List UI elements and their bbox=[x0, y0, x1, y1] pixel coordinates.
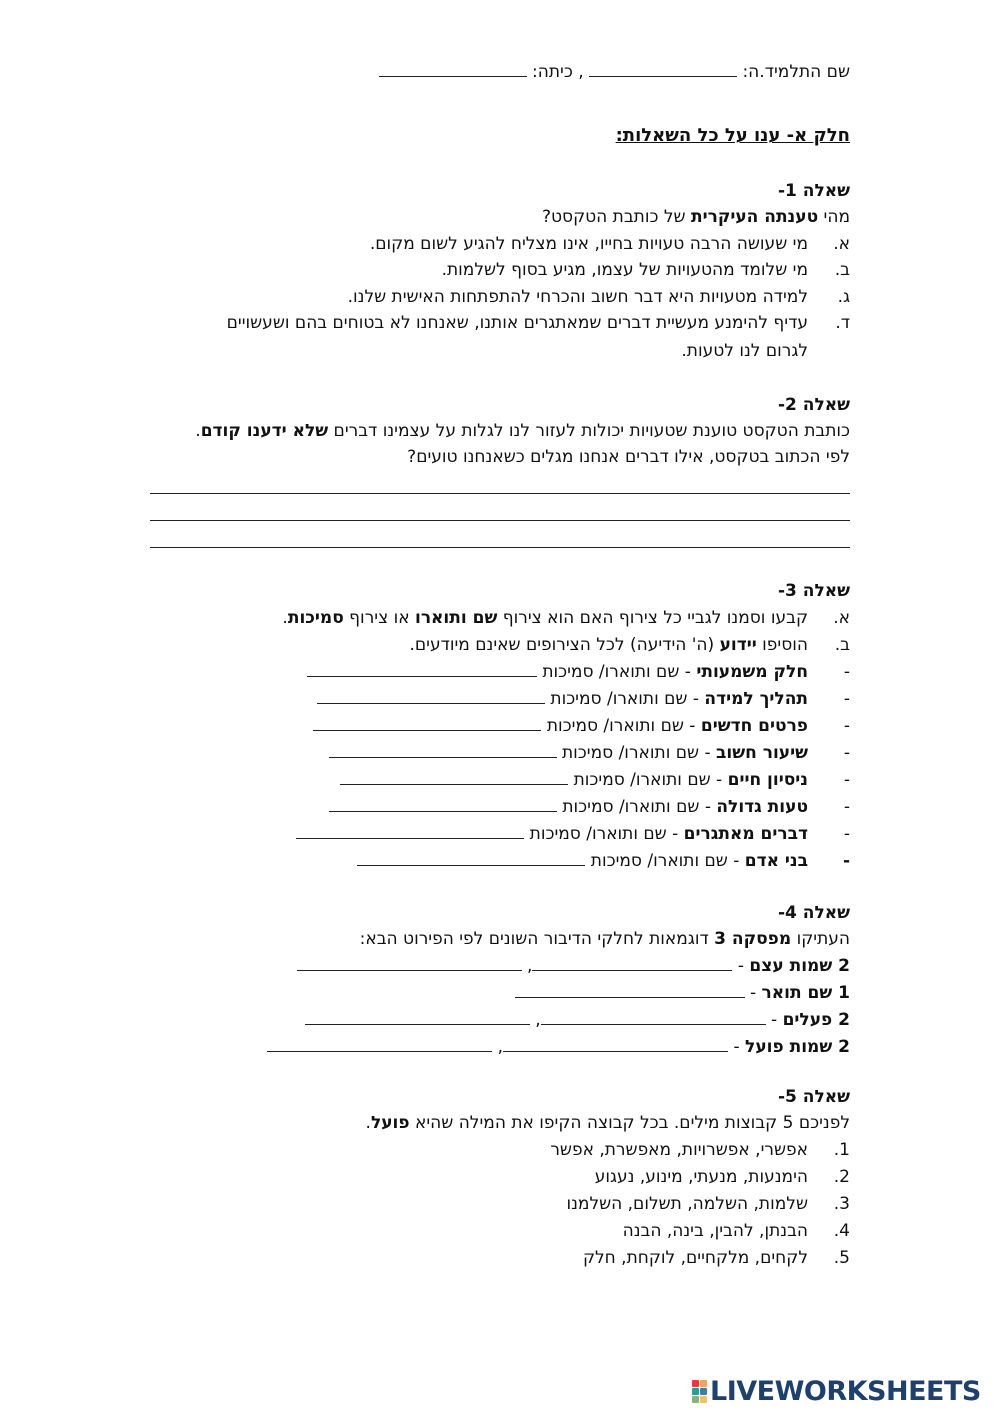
q3-item bbox=[150, 769, 850, 791]
q5-title: שאלה 5- bbox=[777, 1087, 850, 1107]
group-number: 4. bbox=[833, 1221, 850, 1241]
q3-item bbox=[150, 850, 850, 872]
group-number: 2. bbox=[833, 1167, 850, 1187]
q4-row-adjective: 1 שם תואר - bbox=[150, 982, 850, 1004]
logo-square bbox=[692, 1396, 699, 1403]
item-phrase: חלק משמעותי bbox=[696, 662, 808, 682]
q3-item bbox=[150, 715, 850, 737]
item-choice-options[interactable]: - שם ותוארו/ סמיכות bbox=[542, 662, 697, 682]
q1-option-d-continued: לגרום לנו לטעות. bbox=[681, 341, 808, 361]
item-phrase: תהליך למידה bbox=[704, 689, 808, 709]
q4-answer-field[interactable] bbox=[305, 1010, 530, 1025]
option-text: עדיף להימנע מעשיית דברים שמאתגרים אותנו, שאנחנו לא בטוחים בהם ושעשויים bbox=[226, 313, 808, 333]
logo-square bbox=[700, 1396, 707, 1403]
q5-group bbox=[150, 1139, 850, 1161]
item-phrase: דברים מאתגרים bbox=[683, 824, 808, 844]
q5-group bbox=[150, 1193, 850, 1215]
group-number: 1. bbox=[833, 1140, 850, 1160]
q3-item bbox=[150, 796, 850, 818]
logo-square bbox=[700, 1388, 707, 1395]
q4-row-nouns: 2 שמות עצם - , bbox=[150, 955, 850, 977]
q5-text: לפניכם 5 קבוצות מילים. בכל קבוצה הקיפו את המילה שהיא bbox=[409, 1113, 850, 1133]
logo-text: LIVEWORKSHEETS bbox=[710, 1375, 981, 1407]
q1-prompt bbox=[150, 206, 850, 228]
item-choice-options[interactable]: - שם ותוארו/ סמיכות bbox=[562, 797, 717, 817]
option-mark: א. bbox=[833, 234, 850, 254]
q5-text-end: . bbox=[365, 1113, 371, 1133]
item-phrase: ניסיון חיים bbox=[727, 770, 808, 790]
q1-prompt-bold: טענתה העיקרית bbox=[690, 207, 819, 227]
q4-row-label: 2 פעלים bbox=[782, 1010, 850, 1030]
q3-item bbox=[150, 688, 850, 710]
q2-title: שאלה 2- bbox=[777, 395, 850, 415]
q4-answer-field[interactable] bbox=[541, 1010, 766, 1025]
q2-line1 bbox=[150, 420, 850, 442]
q2-bold: שלא ידענו קודם bbox=[200, 421, 329, 441]
item-dash: - bbox=[842, 851, 850, 871]
q4-answer-field[interactable] bbox=[503, 1037, 728, 1052]
q1-prompt-text: מהי bbox=[818, 207, 850, 227]
q3a-bold-1: שם ותוארו bbox=[414, 608, 498, 628]
option-text: מי שעושה הרבה טעויות בחייו, אינו מצליח להגיע לשום מקום. bbox=[369, 234, 808, 254]
item-answer-field[interactable] bbox=[307, 662, 537, 677]
student-name-field[interactable] bbox=[589, 62, 737, 77]
q4-row-label: 2 שמות פועל bbox=[745, 1037, 850, 1057]
q2-text: כותבת הטקסט טוענת שטעויות יכולות לעזור לנו לגלות על עצמינו דברים bbox=[328, 421, 850, 441]
liveworksheets-logo bbox=[692, 1375, 992, 1407]
word-group[interactable]: לקחים, מלקחיים, לוקחת, חלק bbox=[582, 1248, 808, 1268]
item-choice-options[interactable]: - שם ותוארו/ סמיכות bbox=[562, 743, 717, 763]
student-name-label: שם התלמיד.ה: bbox=[742, 62, 850, 82]
option-mark: ד. bbox=[835, 313, 850, 333]
item-answer-field[interactable] bbox=[317, 689, 545, 704]
q5-bold: פועל bbox=[370, 1113, 410, 1133]
logo-square bbox=[692, 1388, 699, 1395]
item-dash: - bbox=[843, 716, 850, 736]
item-phrase: פרטים חדשים bbox=[700, 716, 808, 736]
item-choice-options[interactable]: - שם ותוארו/ סמיכות bbox=[573, 770, 728, 790]
part-a-title: חלק א- ענו על כל השאלות: bbox=[615, 125, 850, 146]
logo-square bbox=[700, 1380, 707, 1387]
q4-row-label: 2 שמות עצם bbox=[749, 956, 850, 976]
q1-option-c[interactable] bbox=[150, 286, 850, 308]
q3b-text-end: (ה' הידיעה) לכל הצירופים שאינם מיודעים. bbox=[409, 635, 720, 655]
q3-item bbox=[150, 742, 850, 764]
option-mark: ג. bbox=[837, 287, 850, 307]
item-phrase: בני אדם bbox=[744, 851, 808, 871]
worksheet-page bbox=[150, 0, 850, 1414]
q3-instruction-b bbox=[150, 634, 850, 656]
word-group[interactable]: הבנתן, להבין, בינה, הבנה bbox=[622, 1221, 808, 1241]
q1-title: שאלה 1- bbox=[777, 181, 850, 201]
item-answer-field[interactable] bbox=[313, 716, 541, 731]
q2-answer-line-1[interactable] bbox=[150, 493, 850, 494]
item-choice-options[interactable]: - שם ותוארו/ סמיכות bbox=[590, 851, 745, 871]
group-number: 5. bbox=[833, 1248, 850, 1268]
q4-text-end: דוגמאות לחלקי הדיבור השונים לפי הפירוט הבא: bbox=[359, 929, 715, 949]
q1-option-b[interactable] bbox=[150, 259, 850, 281]
student-header bbox=[150, 61, 850, 83]
q3a-text: קבעו וסמנו לגביי כל צירוף האם הוא צירוף bbox=[497, 608, 808, 628]
item-dash: - bbox=[843, 770, 850, 790]
group-number: 3. bbox=[833, 1194, 850, 1214]
q4-title: שאלה 4- bbox=[777, 903, 850, 923]
q3a-text-end: . bbox=[282, 608, 288, 628]
item-dash: - bbox=[843, 662, 850, 682]
q3-item bbox=[150, 823, 850, 845]
word-group[interactable]: שלמות, השלמה, תשלום, השלמנו bbox=[566, 1194, 808, 1214]
item-phrase: טעות גדולה bbox=[716, 797, 808, 817]
q3-title: שאלה 3- bbox=[777, 581, 850, 601]
logo-mark-icon bbox=[692, 1380, 707, 1403]
q3-instruction-a bbox=[150, 607, 850, 629]
class-label: , כיתה: bbox=[532, 62, 584, 82]
instruction-mark: א. bbox=[833, 608, 850, 628]
q2-answer-line-3[interactable] bbox=[150, 547, 850, 548]
q5-group bbox=[150, 1166, 850, 1188]
q2-text-end: . bbox=[195, 421, 201, 441]
q4-row-label: 1 שם תואר bbox=[761, 983, 850, 1003]
q4-row-infinitives: 2 שמות פועל - , bbox=[150, 1036, 850, 1058]
word-group[interactable]: הימנעות, מנעתי, מינוע, נעגוע bbox=[594, 1167, 808, 1187]
q2-line2: לפי הכתוב בטקסט, אילו דברים אנחנו מגלים כשאנחנו טועים? bbox=[407, 447, 850, 467]
q3-item bbox=[150, 661, 850, 683]
q1-option-d[interactable] bbox=[150, 312, 850, 334]
item-phrase: שיעור חשוב bbox=[716, 743, 808, 763]
item-answer-field[interactable] bbox=[296, 824, 524, 839]
q4-answer-field[interactable] bbox=[297, 956, 522, 971]
q4-prompt bbox=[150, 928, 850, 950]
q1-prompt-text-end: של כותבת הטקסט? bbox=[541, 207, 691, 227]
logo-square bbox=[692, 1380, 699, 1387]
item-answer-field[interactable] bbox=[340, 770, 568, 785]
q2-answer-line-2[interactable] bbox=[150, 520, 850, 521]
q4-answer-field[interactable] bbox=[532, 956, 732, 971]
item-dash: - bbox=[843, 743, 850, 763]
q1-option-a[interactable] bbox=[150, 233, 850, 255]
q3a-bold-2: סמיכות bbox=[287, 608, 344, 628]
q4-row-verbs: 2 פעלים - , bbox=[150, 1009, 850, 1031]
q4-answer-field[interactable] bbox=[515, 983, 745, 998]
q3b-bold: יידוע bbox=[719, 635, 757, 655]
q4-answer-field[interactable] bbox=[267, 1037, 492, 1052]
item-dash: - bbox=[843, 689, 850, 709]
item-dash: - bbox=[843, 797, 850, 817]
word-group[interactable]: אפשרי, אפשרויות, מאפשרת, אפשר bbox=[550, 1140, 808, 1160]
item-answer-field[interactable] bbox=[329, 743, 557, 758]
q5-group bbox=[150, 1247, 850, 1269]
option-text: מי שלומד מהטעויות של עצמו, מגיע בסוף לשלמות. bbox=[441, 260, 808, 280]
q3b-text: הוסיפו bbox=[756, 635, 808, 655]
item-answer-field[interactable] bbox=[329, 797, 557, 812]
q4-bold: מפסקה 3 bbox=[714, 929, 792, 949]
instruction-mark: ב. bbox=[834, 635, 850, 655]
option-mark: ב. bbox=[834, 260, 850, 280]
item-dash: - bbox=[843, 824, 850, 844]
option-text: למידה מטעויות היא דבר חשוב והכרחי להתפתחות האישית שלנו. bbox=[347, 287, 808, 307]
class-field[interactable] bbox=[379, 62, 527, 77]
q5-prompt bbox=[150, 1112, 850, 1134]
item-choice-options[interactable]: - שם ותוארו/ סמיכות bbox=[550, 689, 705, 709]
q3a-text-mid: או צירוף bbox=[343, 608, 415, 628]
q5-group bbox=[150, 1220, 850, 1242]
item-answer-field[interactable] bbox=[357, 851, 585, 866]
q4-text: העתיקו bbox=[791, 929, 850, 949]
item-choice-options[interactable]: - שם ותוארו/ סמיכות bbox=[546, 716, 701, 736]
item-choice-options[interactable]: - שם ותוארו/ סמיכות bbox=[529, 824, 684, 844]
